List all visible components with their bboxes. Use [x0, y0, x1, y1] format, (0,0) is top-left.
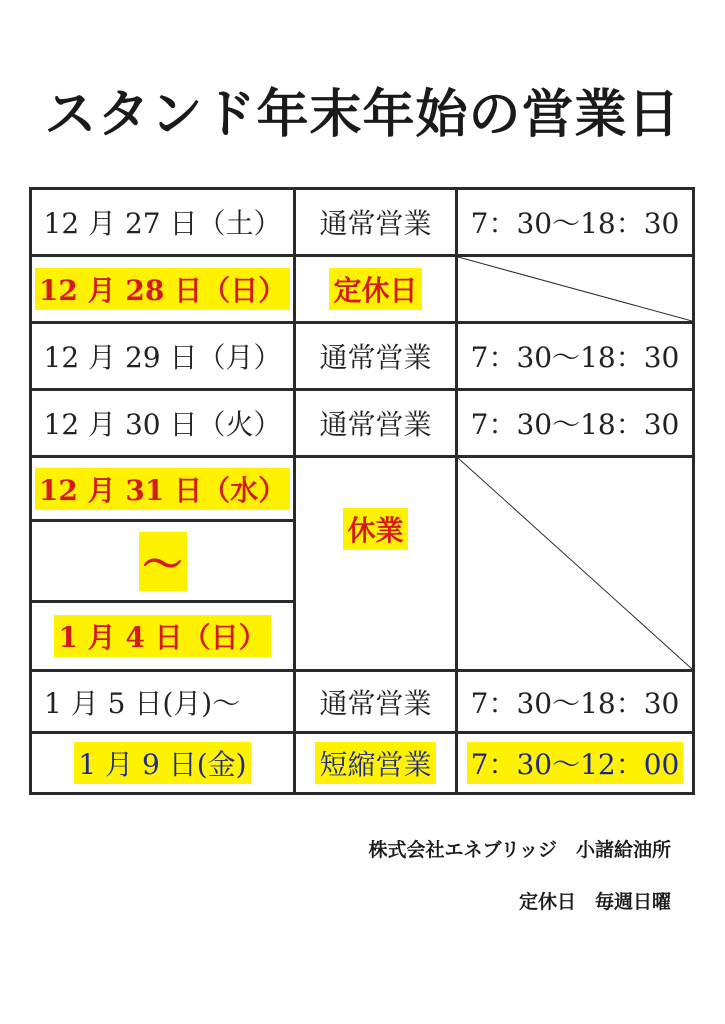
row-5-date-start: 12 月 31 日（水）	[32, 458, 293, 519]
row-7-hours: 7：30～12：00	[458, 734, 692, 792]
row-4-hours: 7：30～18：30	[470, 408, 680, 441]
row-6-date: 1 月 5 日(月)～	[44, 686, 241, 720]
row-3-date: 12 月 29 日（月）	[43, 341, 282, 374]
row-2-hours-empty-diagonal	[458, 257, 692, 321]
row-6-hours: 7：30～18：30	[470, 686, 680, 720]
row-4-date: 12 月 30 日（火）	[43, 408, 282, 441]
schedule-table	[29, 187, 695, 795]
row-2-status: 定休日	[296, 257, 455, 321]
row-1-hours: 7：30～18：30	[470, 207, 680, 240]
page-title: スタンド年末年始の営業日	[44, 85, 681, 145]
row-5-hours-empty-diagonal	[458, 458, 692, 669]
row-4-status: 通常営業	[319, 408, 432, 441]
footer-holiday: 定休日 毎週日曜	[518, 891, 671, 913]
row-3-hours: 7：30～18：30	[470, 341, 680, 374]
row-6-status: 通常営業	[319, 686, 432, 720]
row-3-status: 通常営業	[319, 341, 432, 374]
row-1-status: 通常営業	[319, 207, 432, 240]
row-7-status: 短縮営業	[296, 734, 455, 792]
row-2-date: 12 月 28 日（日）	[32, 257, 293, 321]
row-1-date: 12 月 27 日（土）	[43, 207, 282, 240]
row-5-date-end: 1 月 4 日（日）	[32, 603, 293, 669]
row-7-date: 1 月 9 日(金)	[32, 734, 293, 792]
footer-company: 株式会社エネブリッジ 小諸給油所	[368, 839, 671, 861]
row-5-tilde: ～	[32, 522, 293, 600]
row-5-status: 休業	[296, 458, 455, 618]
